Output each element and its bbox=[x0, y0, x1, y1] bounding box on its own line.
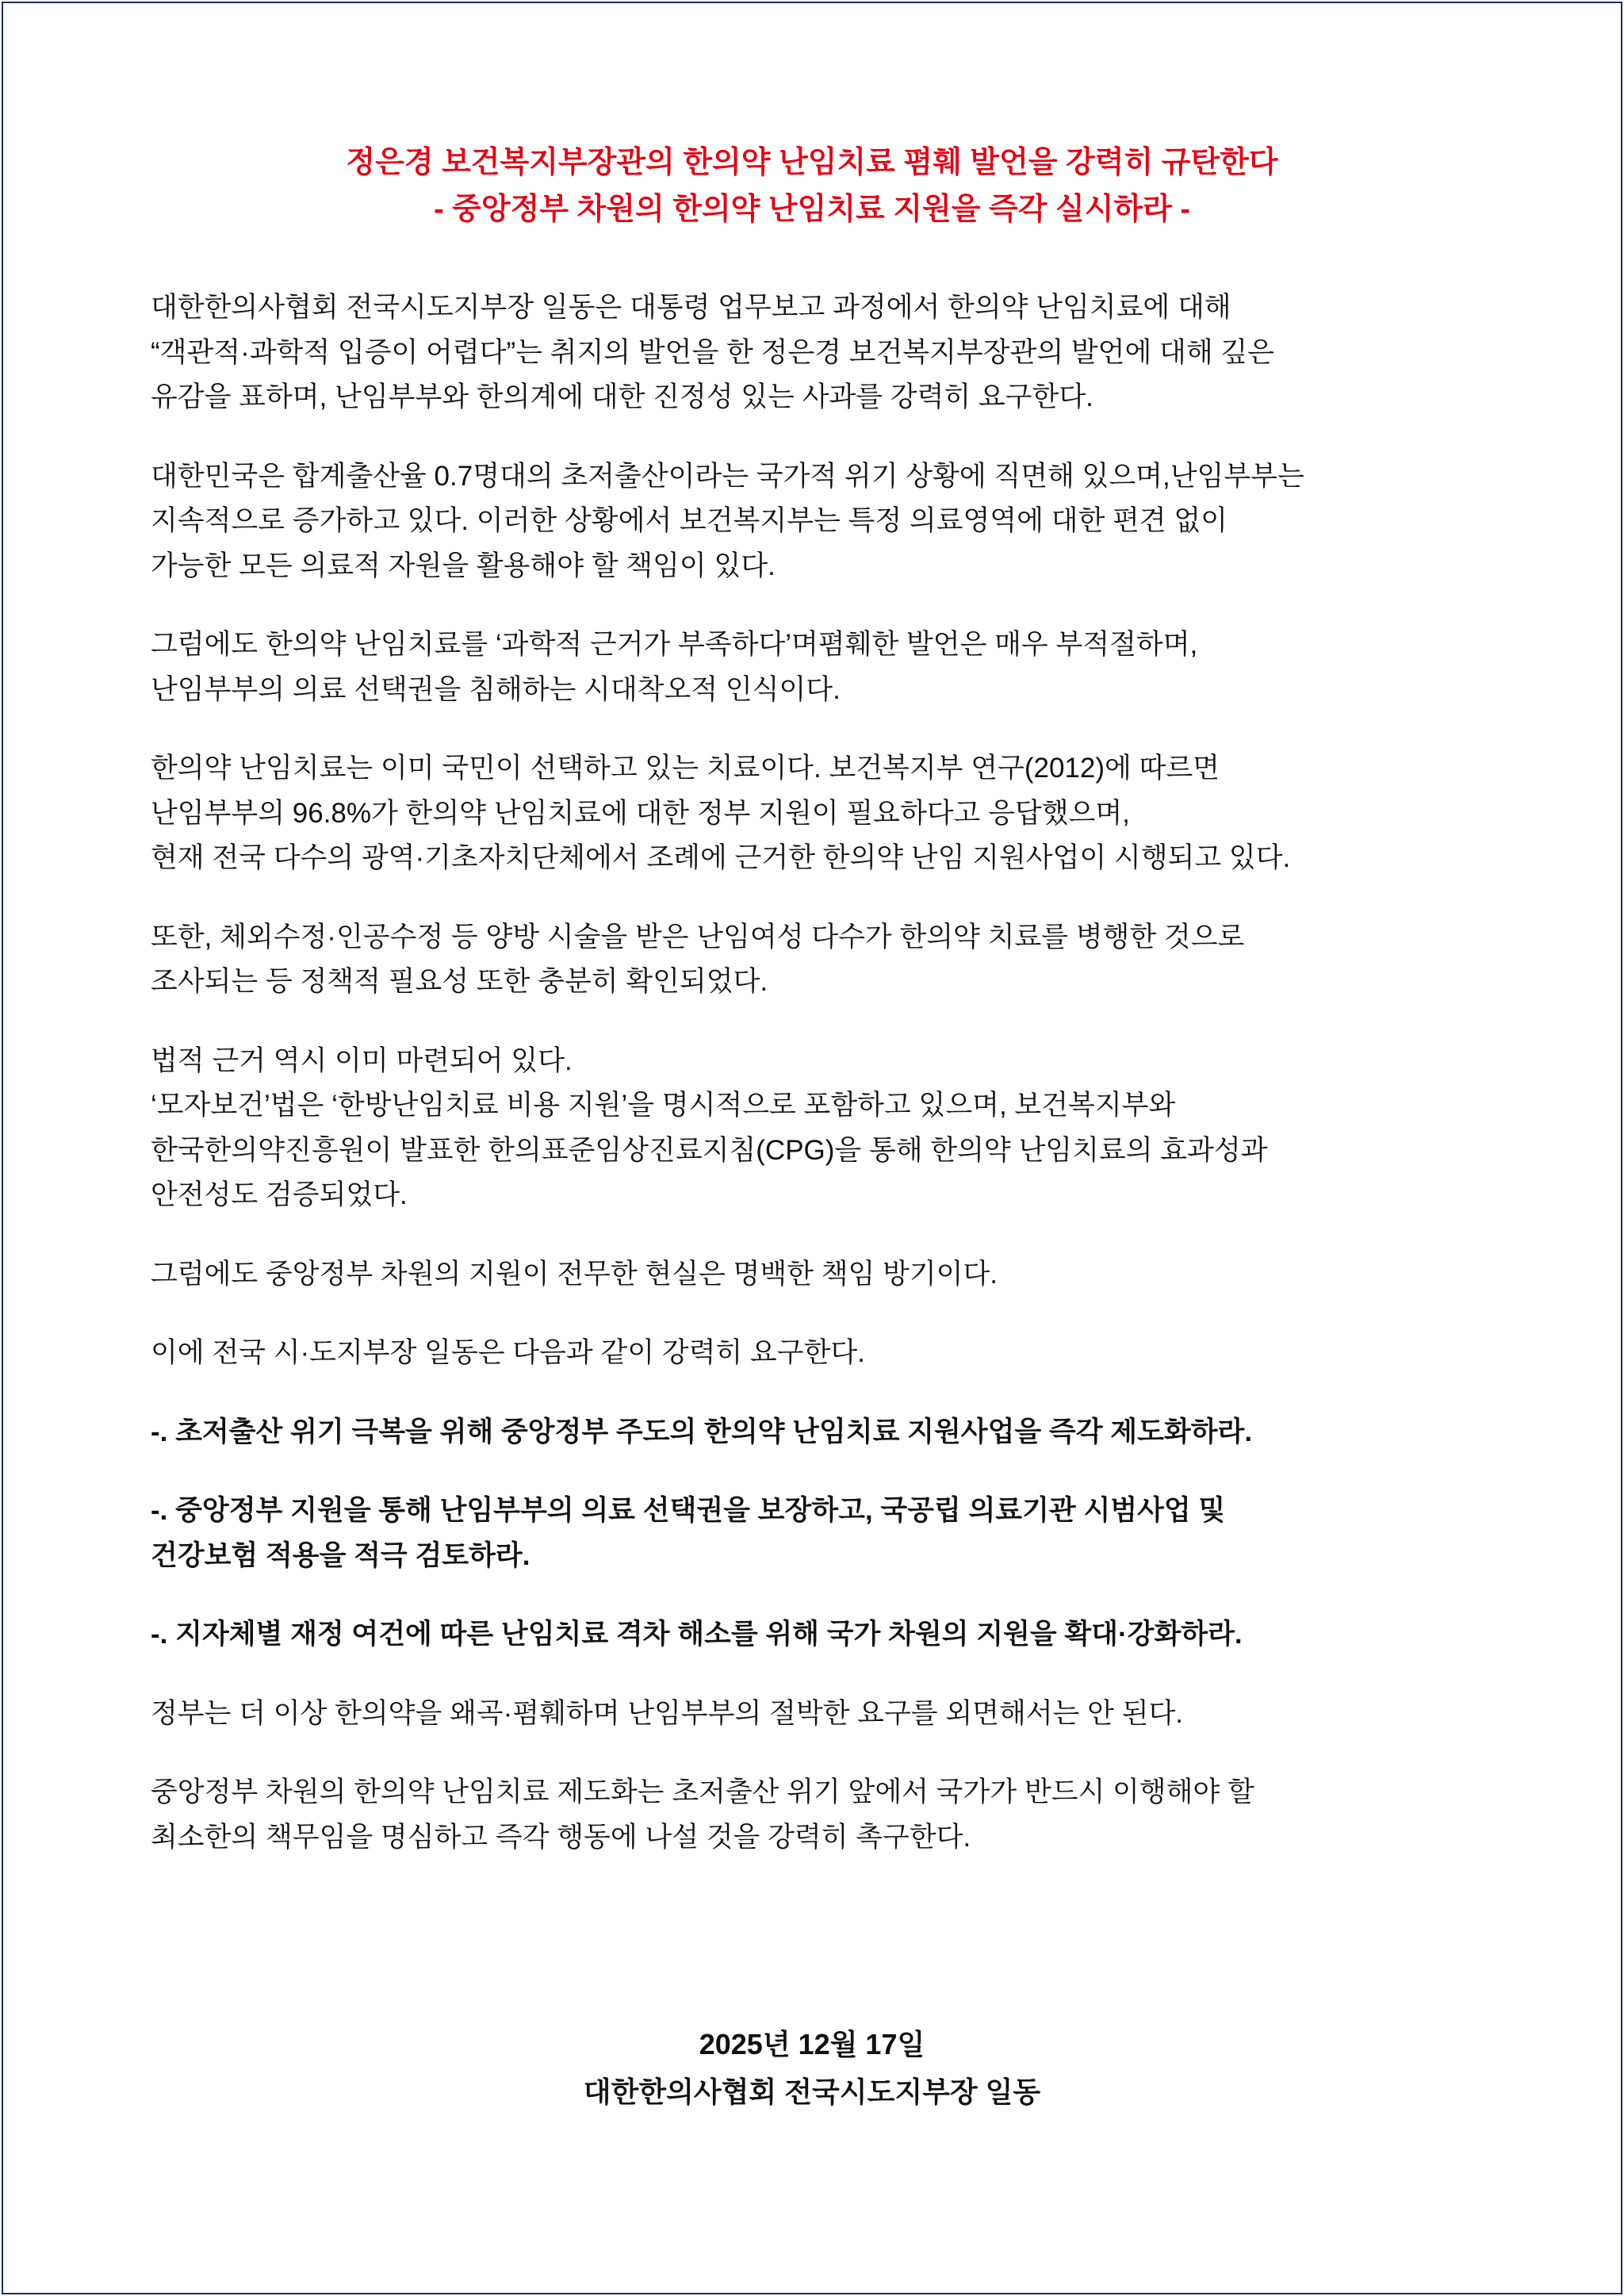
statement-issuer: 대한한의사협회 전국시도지부장 일동 bbox=[583, 2076, 1041, 2108]
text-line: 정부는 더 이상 한의약을 왜곡·폄훼하며 난임부부의 절박한 요구를 외면해서는 안 된다. bbox=[151, 1697, 1183, 1729]
text-line: 그럼에도 중앙정부 차원의 지원이 전무한 현실은 명백한 책임 방기이다. bbox=[151, 1258, 998, 1290]
text-line: -. 중앙정부 지원을 통해 난임부부의 의료 선택권을 보장하고, 국공립 의료기관 시범사업 및 bbox=[151, 1495, 1226, 1526]
text-line: 한국한의약진흥원이 발표한 한의표준임상진료지침(CPG)을 통해 한의약 난임치료의 효과성과 bbox=[151, 1134, 1268, 1166]
text-line: 현재 전국 다수의 광역·기초자치단체에서 조례에 근거한 한의약 난임 지원사업이 시행되고 있다. bbox=[151, 842, 1291, 873]
text-line: 안전성도 검증되었다. bbox=[151, 1179, 408, 1210]
text-line: 조사되는 등 정책적 필요성 또한 충분히 확인되었다. bbox=[151, 966, 768, 997]
text-line: 이에 전국 시·도지부장 일동은 다음과 같이 강력히 요구한다. bbox=[151, 1337, 865, 1368]
text-line: 중앙정부 차원의 한의약 난임치료 제도화는 초저출산 위기 앞에서 국가가 반드시 이행해야 할 bbox=[151, 1777, 1254, 1807]
statement-body bbox=[151, 286, 1483, 1894]
paragraph bbox=[151, 915, 1483, 1005]
paragraph bbox=[151, 1770, 1483, 1860]
demand-item bbox=[151, 1489, 1483, 1578]
text-line: 유감을 표하며, 난임부부와 한의계에 대한 진정성 있는 사과를 강력히 요구한다. bbox=[151, 381, 1094, 412]
paragraph bbox=[151, 623, 1483, 712]
text-line: 한의약 난임치료는 이미 국민이 선택하고 있는 치료이다. 보건복지부 연구(2012)에 따르면 bbox=[151, 753, 1220, 784]
paragraph bbox=[151, 746, 1483, 881]
paragraph bbox=[151, 454, 1483, 589]
text-line: 난임부부의 의료 선택권을 침해하는 시대착오적 인식이다. bbox=[151, 673, 841, 705]
text-line: 대한한의사협회 전국시도지부장 일동은 대통령 업무보고 과정에서 한의약 난임치료에 대해 bbox=[151, 292, 1231, 323]
text-line: -. 초저출산 위기 극복을 위해 중앙정부 주도의 한의약 난임치료 지원사업을 즉각 제도화하라. bbox=[151, 1416, 1253, 1447]
paragraph bbox=[151, 1252, 1483, 1297]
text-line: 또한, 체외수정·인공수정 등 양방 시술을 받은 난임여성 다수가 한의약 치료를 병행한 것으로 bbox=[151, 921, 1245, 953]
text-line: 최소한의 책무임을 명심하고 즉각 행동에 나설 것을 강력히 촉구한다. bbox=[151, 1821, 971, 1853]
text-line: 그럼에도 한의약 난임치료를 ‘과학적 근거가 부족하다’며폄훼한 발언은 매우 부적절하며, bbox=[151, 629, 1198, 660]
text-line: 대한민국은 합계출산율 0.7명대의 초저출산이라는 국가적 위기 상황에 직면해 있으며,난임부부는 bbox=[151, 460, 1304, 492]
paragraph bbox=[151, 1331, 1483, 1376]
paragraph bbox=[151, 286, 1483, 420]
demand-item bbox=[151, 1410, 1483, 1455]
document-title: 정은경 보건복지부장관의 한의약 난임치료 폄훼 발언을 강력히 규탄한다 bbox=[346, 146, 1278, 179]
paragraph bbox=[151, 1692, 1483, 1737]
statement-date: 2025년 12월 17일 bbox=[699, 2028, 925, 2060]
text-line: 건강보험 적용을 적극 검토하라. bbox=[151, 1539, 530, 1571]
text-line: -. 지자체별 재정 여건에 따른 난임치료 격차 해소를 위해 국가 차원의 지원을 확대·강화하라. bbox=[151, 1619, 1243, 1650]
paragraph bbox=[151, 1039, 1483, 1218]
demand-item bbox=[151, 1612, 1483, 1658]
text-line: 가능한 모든 의료적 자원을 활용해야 할 책임이 있다. bbox=[151, 550, 776, 581]
text-line: “객관적·과학적 입증이 어렵다”는 취지의 발언을 한 정은경 보건복지부장관의 발언에 대해 깊은 bbox=[151, 336, 1274, 368]
text-line: 지속적으로 증가하고 있다. 이러한 상황에서 보건복지부는 특정 의료영역에 대한 편견 없이 bbox=[151, 505, 1228, 536]
document-subtitle: - 중앙정부 차원의 한의약 난임치료 지원을 즉각 실시하라 - bbox=[433, 193, 1191, 226]
text-line: 난임부부의 96.8%가 한의약 난임치료에 대한 정부 지원이 필요하다고 응답했으며, bbox=[151, 797, 1130, 829]
text-line: 법적 근거 역시 이미 마련되어 있다. bbox=[151, 1045, 573, 1076]
text-line: ‘모자보건’법은 ‘한방난임치료 비용 지원’을 명시적으로 포함하고 있으며, 보건복지부와 bbox=[151, 1090, 1176, 1121]
